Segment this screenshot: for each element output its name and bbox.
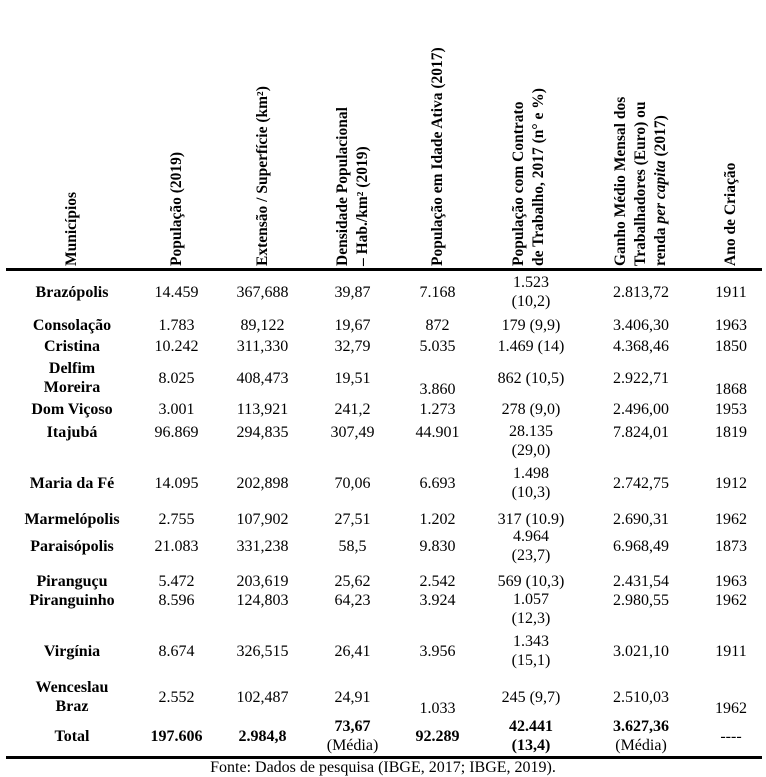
municipio-name: Consolação [32, 316, 112, 334]
header-densidade [310, 0, 395, 268]
extensao-value: 113,921 [236, 400, 289, 418]
pop-idade-ativa-value: 3.924 [419, 592, 456, 609]
densidade-value: 70,06 [334, 474, 371, 492]
data-table [6, 0, 762, 268]
pop-contrato-value: 245 (9,7) [501, 688, 561, 706]
pop-idade-ativa-value: 9.830 [419, 537, 456, 555]
extensao-value: 294,835 [236, 424, 289, 441]
populacao-value: 2.552 [158, 688, 195, 706]
pop-contrato-value: 1.523 (10,2) [511, 274, 551, 310]
ganho-medio-value: 2.742,75 [613, 474, 669, 492]
populacao-value: 8.025 [158, 369, 195, 387]
header-ano-criacao [700, 0, 762, 268]
pop-idade-ativa-value: 2.542 [419, 572, 456, 590]
pop-idade-ativa-value: 872 [425, 316, 450, 334]
municipio-name: Piranguinho [29, 592, 115, 609]
extensao-value: 102,487 [236, 688, 289, 706]
ganho-medio-value: 2.431,54 [613, 572, 669, 590]
pop-contrato-value: 1.469 (14) [497, 337, 565, 355]
ganho-medio-value: 7.824,01 [613, 424, 669, 441]
extensao-value: 367,688 [236, 283, 289, 301]
populacao-value: 14.459 [154, 283, 199, 301]
header-label: renda per capita (2017) [652, 115, 669, 266]
table-row [6, 398, 762, 420]
extensao-value: 89,122 [240, 316, 285, 334]
densidade-value: 39,87 [334, 283, 371, 301]
municipio-name: Itajubá [46, 424, 98, 441]
table-row [6, 588, 762, 630]
extensao-value: 124,803 [236, 592, 289, 609]
header-label: Extensão / Superfície (km²) [253, 86, 271, 266]
ganho-medio-value: 2.813,72 [613, 283, 669, 301]
populacao-value: 96.869 [154, 424, 199, 441]
ano-criacao-value: 1953 [715, 400, 747, 418]
pop-contrato-value: 862 (10,5) [497, 369, 565, 387]
header-populacao [138, 0, 215, 268]
populacao-value: 21.083 [154, 537, 199, 555]
ganho-medio-value: 3.021,10 [613, 642, 669, 660]
municipio-name: Delfim Moreira [43, 360, 101, 396]
populacao-value: 3.001 [158, 400, 195, 418]
extensao-value: 202,898 [236, 474, 289, 492]
pop-contrato-value: 1.498 (10,3) [511, 465, 551, 501]
header-label: População com Contrato [510, 101, 527, 266]
header-label: Ganho Médio Mensal dos [612, 96, 629, 266]
populacao-value: 10.242 [154, 337, 199, 355]
densidade-value: 19,51 [334, 369, 371, 387]
table-row [6, 357, 762, 399]
header-label: População (2019) [167, 151, 185, 266]
total-densidade: 73,67 (Média) [326, 718, 379, 754]
pop-idade-ativa-value: 1.202 [419, 510, 456, 528]
pop-idade-ativa-value: 3.860 [419, 381, 456, 398]
header-extensao [215, 0, 310, 268]
table-row [6, 676, 762, 718]
ano-criacao-value: 1911 [715, 642, 747, 660]
header-label: de Trabalho, 2017 (n° e %) [530, 88, 547, 266]
ganho-medio-value: 2.922,71 [613, 369, 669, 387]
pop-contrato-value: 1.057 (12,3) [511, 591, 551, 627]
pop-contrato-value: 28.135 (29,0) [509, 423, 553, 459]
municipio-name: Virgínia [43, 642, 101, 660]
pop-idade-ativa-value: 3.956 [419, 642, 456, 660]
ano-criacao-value: 1873 [715, 537, 747, 555]
pop-contrato-value: 179 (9,9) [501, 316, 561, 334]
table-header [6, 0, 762, 268]
ano-criacao-value: 1912 [715, 474, 747, 492]
populacao-value: 8.674 [158, 642, 195, 660]
municipio-name: Cristina [44, 337, 100, 355]
table-top-rule [6, 268, 762, 271]
extensao-value: 311,330 [236, 337, 289, 355]
ano-criacao-value: 1850 [715, 337, 747, 355]
source-note: Fonte: Dados de pesquisa (IBGE, 2017; IBGE, 2019). [210, 759, 556, 776]
pop-contrato-value: 317 (10.9) [497, 510, 565, 528]
pop-idade-ativa-value: 1.273 [419, 400, 456, 418]
pop-contrato-value: 1.343 (15,1) [511, 633, 551, 669]
ganho-medio-value: 6.968,49 [613, 537, 669, 555]
extensao-value: 408,473 [236, 369, 289, 387]
total-ganho-medio: 3.627,36 (Média) [613, 718, 669, 754]
pop-contrato-value: 278 (9,0) [501, 400, 561, 418]
pop-idade-ativa-value: 44.901 [415, 424, 460, 441]
pop-contrato-value: 569 (10,3) [497, 572, 565, 590]
table-row [6, 335, 762, 357]
ano-criacao-value: 1963 [715, 572, 747, 590]
ganho-medio-value: 2.980,55 [613, 592, 669, 609]
extensao-value: 331,238 [236, 537, 289, 555]
table-row [6, 525, 762, 567]
densidade-value: 32,79 [334, 337, 371, 355]
pop-idade-ativa-value: 5.035 [419, 337, 456, 355]
total-extensao: 2.984,8 [238, 727, 287, 745]
pop-idade-ativa-value: 7.168 [419, 283, 456, 301]
ano-criacao-value: 1962 [715, 700, 747, 717]
ganho-medio-value: 2.496,00 [613, 400, 669, 418]
ganho-medio-value: 4.368,46 [613, 337, 669, 355]
extensao-value: 203,619 [236, 572, 289, 590]
densidade-value: 24,91 [334, 688, 371, 706]
ano-criacao-value: 1911 [715, 283, 747, 301]
densidade-value: 58,5 [338, 537, 367, 555]
municipio-name: Maria da Fé [29, 474, 115, 492]
densidade-value: 26,41 [334, 642, 371, 660]
municipio-name: Brazópolis [35, 283, 109, 301]
table-row [6, 420, 762, 462]
ganho-medio-value: 2.510,03 [613, 688, 669, 706]
densidade-value: 25,62 [334, 572, 371, 590]
extensao-value: 326,515 [236, 642, 289, 660]
header-pop-idade-ativa [395, 0, 480, 268]
total-ano-criacao: ---- [720, 727, 742, 745]
densidade-value: 19,67 [334, 316, 371, 334]
header-label: Ano de Criação [722, 162, 739, 266]
municipio-name: Piranguçu [36, 572, 108, 590]
header-municipios [6, 0, 138, 268]
densidade-value: 27,51 [334, 510, 371, 528]
pop-contrato-value: 4.964 (23,7) [511, 528, 551, 564]
ano-criacao-value: 1962 [715, 510, 747, 528]
header-label: Trabalhadores (Euro) ou [632, 101, 649, 266]
table-total-row [6, 716, 762, 756]
header-pop-contrato [480, 0, 582, 268]
populacao-value: 8.596 [158, 592, 195, 609]
populacao-value: 1.783 [158, 316, 195, 334]
ano-criacao-value: 1963 [715, 316, 747, 334]
table-row [6, 314, 762, 336]
ganho-medio-value: 2.690,31 [613, 510, 669, 528]
extensao-value: 107,902 [236, 510, 289, 528]
municipio-name: Marmelópolis [24, 510, 120, 528]
municipio-name: Dom Viçoso [31, 400, 113, 418]
populacao-value: 14.095 [154, 474, 199, 492]
header-label: Municípios [63, 191, 80, 266]
pop-idade-ativa-value: 6.693 [419, 474, 456, 492]
densidade-value: 64,23 [334, 592, 371, 609]
ano-criacao-value: 1868 [715, 381, 747, 398]
pop-idade-ativa-value: 1.033 [419, 700, 456, 717]
header-label: – Hab./km² (2019) [353, 146, 371, 266]
header-label: Densidade Populacional [333, 107, 351, 266]
table-row [6, 462, 762, 504]
populacao-value: 5.472 [158, 572, 195, 590]
total-label: Total [54, 727, 90, 745]
ano-criacao-value: 1819 [715, 424, 747, 441]
populacao-value: 2.755 [158, 510, 195, 528]
header-ganho-medio [582, 0, 700, 268]
header-label: População em Idade Ativa (2017) [428, 47, 446, 266]
total-pop-contrato: 42.441 (13,4) [509, 718, 553, 754]
ano-criacao-value: 1962 [715, 592, 747, 609]
densidade-value: 307,49 [330, 424, 375, 441]
table-row [6, 272, 762, 312]
densidade-value: 241,2 [334, 400, 371, 418]
municipio-name: Paraisópolis [30, 537, 114, 555]
total-pop-idade-ativa: 92.289 [415, 727, 460, 745]
municipio-name: Wenceslau Braz [35, 679, 109, 715]
table-row [6, 630, 762, 672]
total-populacao: 197.606 [150, 727, 203, 745]
ganho-medio-value: 3.406,30 [613, 316, 669, 334]
